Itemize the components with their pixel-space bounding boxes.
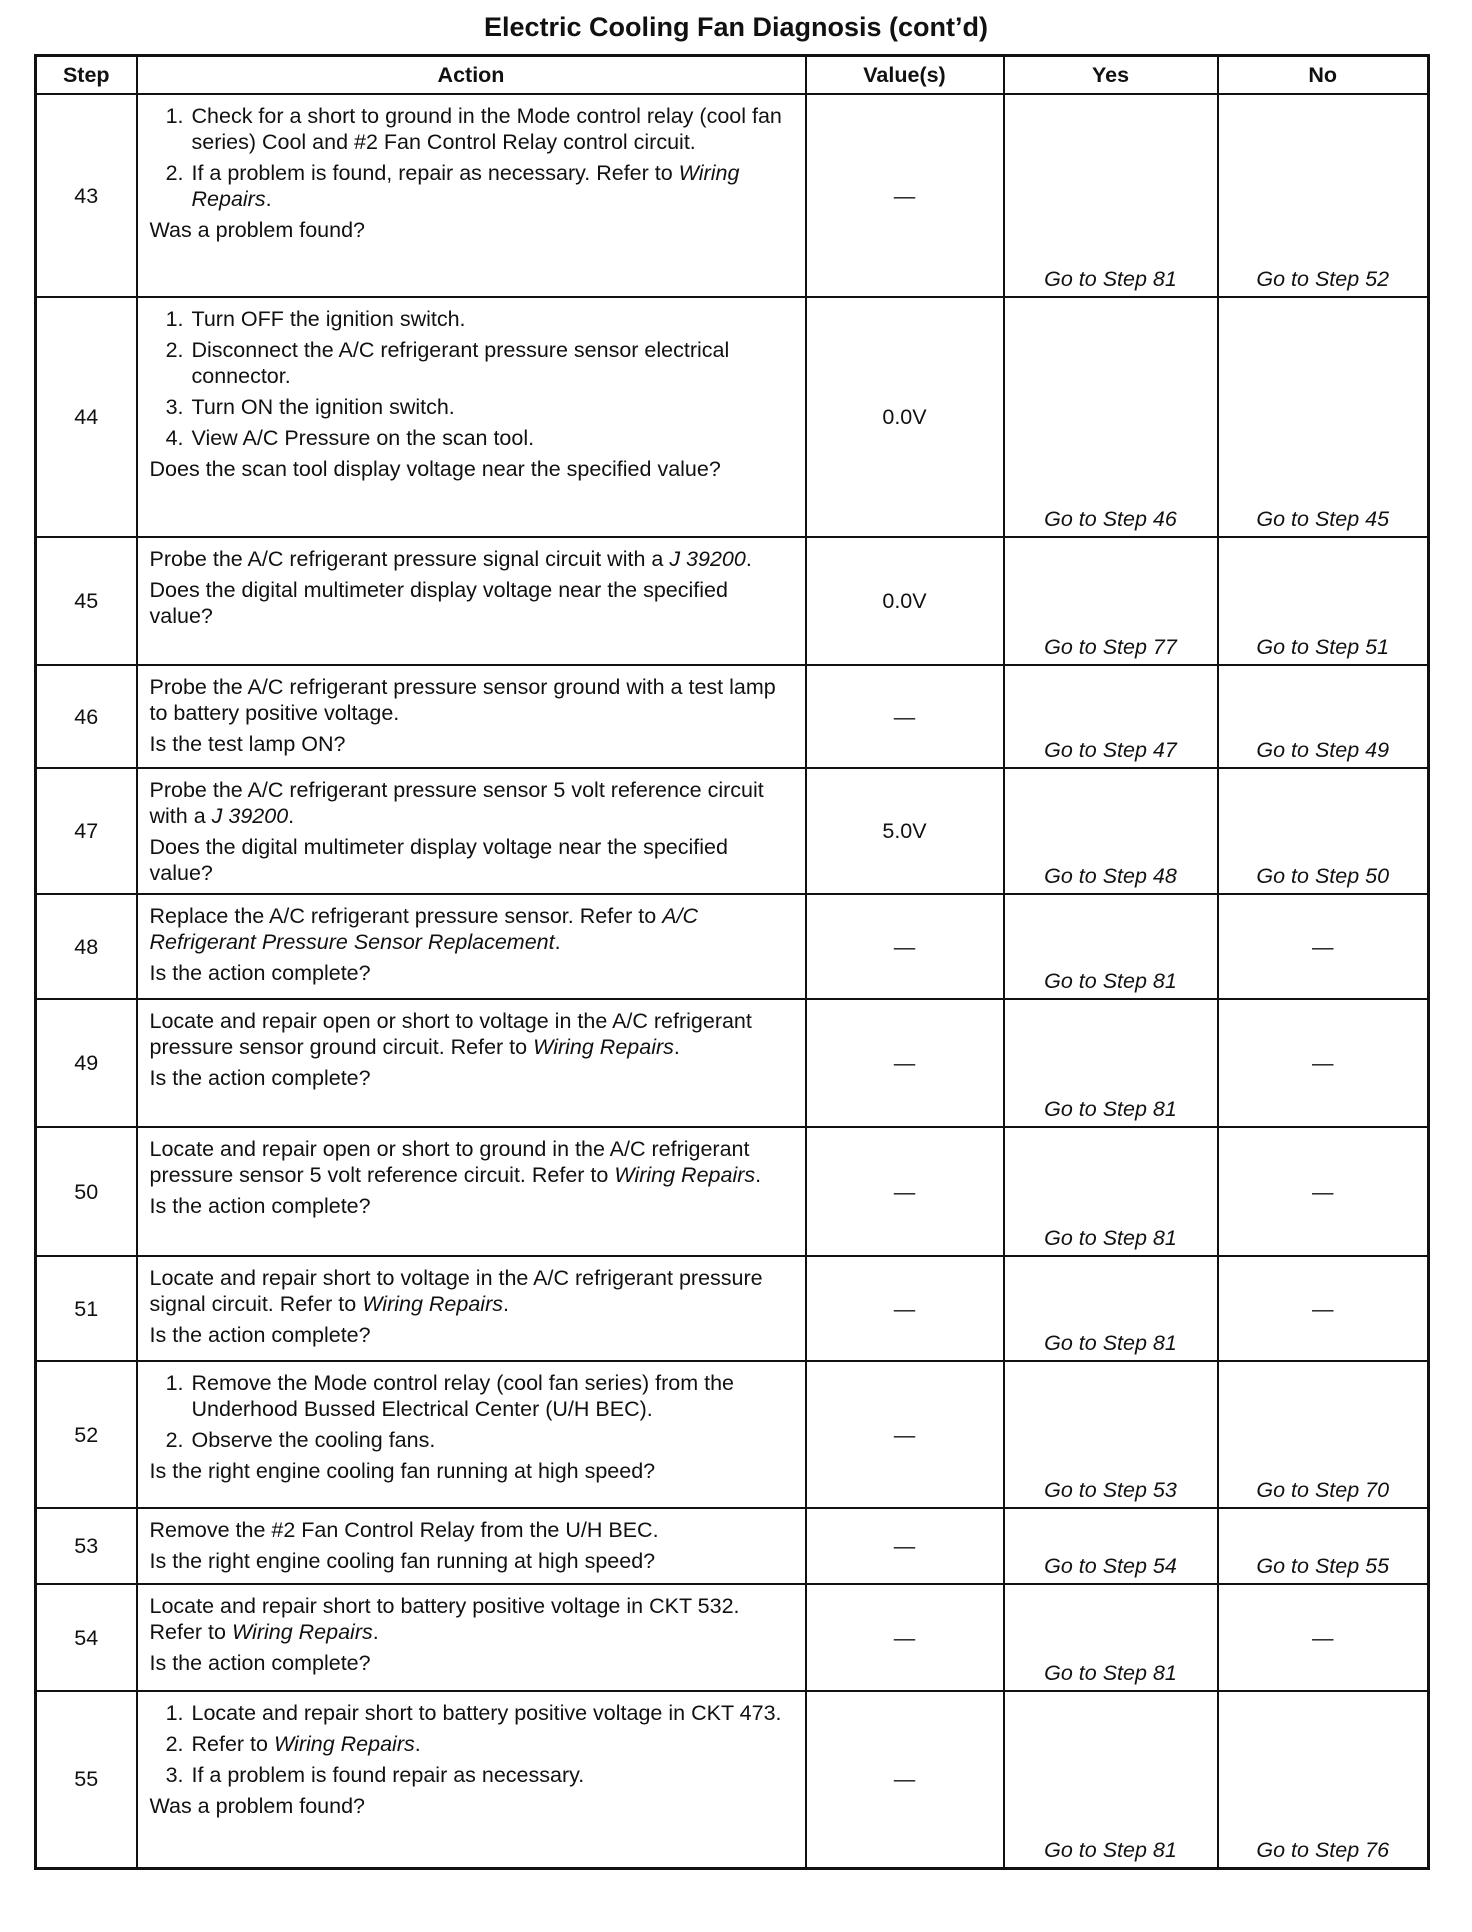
action-cell [137, 537, 806, 665]
header-action: Action [137, 56, 806, 95]
no-result: — [1218, 1127, 1429, 1256]
action-question: Is the action complete? [149, 1651, 371, 1675]
action-steps [150, 1517, 795, 1548]
step-number: 54 [36, 1584, 137, 1691]
action-list-item [150, 1427, 795, 1453]
reference-link-text: A/C Refrigerant Pressure Sensor Replacement [149, 904, 699, 954]
value-cell: 0.0V [806, 297, 1004, 537]
value-cell: — [806, 1508, 1004, 1584]
table-row [36, 1127, 1429, 1256]
action-content [150, 777, 795, 886]
text-segment: . [673, 1035, 680, 1059]
action-cell [137, 665, 806, 768]
action-content [150, 903, 795, 986]
table-row [36, 665, 1429, 768]
table-row [36, 894, 1429, 999]
action-list-item [150, 103, 795, 155]
action-paragraph [150, 1008, 795, 1060]
step-number: 55 [36, 1691, 137, 1868]
action-list-item [150, 1731, 795, 1757]
action-steps [150, 1370, 795, 1458]
no-result: Go to Step 45 [1218, 297, 1429, 537]
action-cell [137, 1127, 806, 1256]
action-question: Is the test lamp ON? [149, 732, 346, 756]
item-text [192, 306, 466, 332]
action-cell [137, 1691, 806, 1868]
text-segment: Locate and repair open or short to ground in the A/C refrigerant pressure sensor 5 volt reference circuit. Refer to [149, 1137, 750, 1187]
action-paragraph [150, 777, 795, 829]
action-question: Is the action complete? [149, 1066, 371, 1090]
action-list-item [150, 1762, 795, 1788]
text-segment: Remove the Mode control relay (cool fan series) from the Underhood Bussed Electrical Center (U/H BEC). [191, 1371, 735, 1421]
value-cell: — [806, 1127, 1004, 1256]
action-steps [150, 1593, 795, 1650]
action-cell [137, 1361, 806, 1508]
action-list-item [150, 1370, 795, 1422]
step-number: 51 [36, 1256, 137, 1361]
action-list-item [150, 394, 795, 420]
yes-result: Go to Step 81 [1004, 999, 1218, 1127]
action-cell [137, 1508, 806, 1584]
table-row [36, 999, 1429, 1127]
table-row [36, 1691, 1429, 1868]
text-segment: Locate and repair short to battery positive voltage in CKT 473. [191, 1701, 782, 1725]
table-row [36, 537, 1429, 665]
text-segment: Disconnect the A/C refrigerant pressure sensor electrical connector. [191, 338, 730, 388]
action-paragraph [150, 1265, 795, 1317]
action-list-item [150, 306, 795, 332]
step-number: 53 [36, 1508, 137, 1584]
step-number: 43 [36, 94, 137, 297]
action-paragraph [150, 546, 795, 572]
yes-result: Go to Step 81 [1004, 1691, 1218, 1868]
no-result: Go to Step 50 [1218, 768, 1429, 894]
item-number: 2. [165, 338, 184, 362]
value-cell: — [806, 894, 1004, 999]
no-result: — [1218, 1256, 1429, 1361]
action-list-item [150, 337, 795, 389]
action-question: Is the right engine cooling fan running at high speed? [149, 1459, 656, 1483]
action-question: Was a problem found? [149, 218, 366, 242]
text-segment: Locate and repair short to battery positive voltage in CKT 532. Refer to [149, 1594, 740, 1644]
no-result: Go to Step 52 [1218, 94, 1429, 297]
action-steps [150, 1265, 795, 1322]
action-paragraph [150, 1593, 795, 1645]
step-number: 47 [36, 768, 137, 894]
action-content [150, 103, 795, 243]
action-content [150, 546, 795, 629]
text-segment: Probe the A/C refrigerant pressure sensor ground with a test lamp to battery positive voltage. [149, 675, 776, 725]
text-segment: . [503, 1292, 509, 1316]
text-segment: Probe the A/C refrigerant pressure signal circuit with a [149, 547, 670, 571]
action-steps [150, 103, 795, 217]
step-number: 48 [36, 894, 137, 999]
item-number: 1. [165, 307, 184, 331]
action-cell [137, 894, 806, 999]
no-result: Go to Step 49 [1218, 665, 1429, 768]
reference-link-text: Wiring Repairs [533, 1035, 674, 1059]
item-number: 1. [165, 1371, 184, 1395]
action-cell [137, 1256, 806, 1361]
yes-result: Go to Step 81 [1004, 1127, 1218, 1256]
text-segment: Locate and repair short to voltage in the A/C refrigerant pressure signal circuit. Refer to [149, 1266, 763, 1316]
action-paragraph [150, 903, 795, 955]
text-segment: Turn OFF the ignition switch. [191, 307, 466, 331]
item-text [192, 1427, 436, 1453]
action-list-item [150, 425, 795, 451]
action-steps [150, 777, 795, 834]
action-question: Does the digital multimeter display voltage near the specified value? [149, 578, 728, 628]
value-cell: 0.0V [806, 537, 1004, 665]
reference-link-text: Wiring Repairs [191, 161, 740, 211]
action-list-item [150, 160, 795, 212]
no-result: — [1218, 999, 1429, 1127]
text-segment: Replace the A/C refrigerant pressure sensor. Refer to [149, 904, 663, 928]
item-text [192, 1370, 795, 1422]
item-number: 2. [165, 1732, 184, 1756]
yes-result: Go to Step 81 [1004, 94, 1218, 297]
yes-result: Go to Step 46 [1004, 297, 1218, 537]
action-content [150, 1008, 795, 1091]
header-no: No [1218, 56, 1429, 95]
value-cell: — [806, 1361, 1004, 1508]
action-cell [137, 297, 806, 537]
text-segment: . [554, 930, 561, 954]
action-steps [150, 1008, 795, 1065]
action-steps [150, 306, 795, 456]
text-segment: . [288, 804, 295, 828]
value-cell: — [806, 1256, 1004, 1361]
step-number: 46 [36, 665, 137, 768]
table-row [36, 297, 1429, 537]
action-content [150, 1370, 795, 1484]
reference-link-text: Wiring Repairs [273, 1732, 415, 1756]
item-text [192, 103, 795, 155]
action-cell [137, 999, 806, 1127]
action-steps [150, 903, 795, 960]
action-content [150, 1517, 795, 1574]
value-cell: — [806, 665, 1004, 768]
item-text [192, 394, 455, 420]
item-text [192, 337, 795, 389]
action-steps [150, 1136, 795, 1193]
action-steps [150, 674, 795, 731]
item-text [192, 1731, 421, 1757]
action-question: Is the right engine cooling fan running at high speed? [149, 1549, 656, 1573]
step-number: 45 [36, 537, 137, 665]
table-row [36, 1584, 1429, 1691]
text-segment: . [755, 1163, 762, 1187]
text-segment: If a problem is found, repair as necessary. Refer to [191, 161, 679, 185]
item-number: 1. [165, 1701, 184, 1725]
text-segment: Check for a short to ground in the Mode control relay (cool fan series) Cool and #2 Fan Control Relay control circuit. [191, 104, 782, 154]
reference-link-text: J 39200 [669, 547, 746, 571]
text-segment: Refer to [191, 1732, 274, 1756]
header-step: Step [36, 56, 137, 95]
item-number: 3. [165, 1763, 184, 1787]
yes-result: Go to Step 77 [1004, 537, 1218, 665]
reference-link-text: Wiring Repairs [362, 1292, 503, 1316]
action-content [150, 1700, 795, 1819]
text-segment: . [372, 1620, 379, 1644]
action-question: Does the scan tool display voltage near the specified value? [149, 457, 721, 481]
reference-link-text: J 39200 [211, 804, 289, 828]
yes-result: Go to Step 54 [1004, 1508, 1218, 1584]
action-content [150, 1136, 795, 1219]
text-segment: Locate and repair open or short to voltage in the A/C refrigerant pressure sensor ground circuit. Refer to [149, 1009, 752, 1059]
action-list-item [150, 1700, 795, 1726]
table-row [36, 1508, 1429, 1584]
text-segment: . [265, 187, 272, 211]
item-text [192, 160, 795, 212]
yes-result: Go to Step 48 [1004, 768, 1218, 894]
yes-result: Go to Step 81 [1004, 1256, 1218, 1361]
item-number: 1. [165, 104, 184, 128]
table-row [36, 94, 1429, 297]
text-segment: If a problem is found repair as necessary. [191, 1763, 585, 1787]
value-cell: — [806, 1584, 1004, 1691]
value-cell: — [806, 1691, 1004, 1868]
item-number: 2. [165, 161, 184, 185]
action-paragraph [150, 1136, 795, 1188]
action-cell [137, 1584, 806, 1691]
text-segment: . [745, 547, 752, 571]
action-content [150, 1593, 795, 1676]
table-row [36, 1256, 1429, 1361]
yes-result: Go to Step 47 [1004, 665, 1218, 768]
page-title: Electric Cooling Fan Diagnosis (cont’d) [483, 12, 989, 42]
value-cell: — [806, 94, 1004, 297]
no-result: Go to Step 51 [1218, 537, 1429, 665]
step-number: 49 [36, 999, 137, 1127]
diagnosis-table [34, 54, 1430, 1870]
yes-result: Go to Step 53 [1004, 1361, 1218, 1508]
item-text [192, 1700, 782, 1726]
action-steps [150, 546, 795, 577]
action-content [150, 674, 795, 757]
yes-result: Go to Step 81 [1004, 1584, 1218, 1691]
no-result: Go to Step 76 [1218, 1691, 1429, 1868]
action-question: Is the action complete? [149, 961, 371, 985]
action-steps [150, 1700, 795, 1793]
reference-link-text: Wiring Repairs [614, 1163, 756, 1187]
text-segment: Turn ON the ignition switch. [191, 395, 455, 419]
step-number: 52 [36, 1361, 137, 1508]
no-result: Go to Step 55 [1218, 1508, 1429, 1584]
step-number: 44 [36, 297, 137, 537]
no-result: — [1218, 1584, 1429, 1691]
no-result: Go to Step 70 [1218, 1361, 1429, 1508]
text-segment: View A/C Pressure on the scan tool. [191, 426, 535, 450]
table-row [36, 1361, 1429, 1508]
value-cell: 5.0V [806, 768, 1004, 894]
item-number: 2. [165, 1428, 184, 1452]
yes-result: Go to Step 81 [1004, 894, 1218, 999]
action-question: Does the digital multimeter display voltage near the specified value? [149, 835, 728, 885]
action-paragraph [150, 674, 795, 726]
item-number: 4. [165, 426, 184, 450]
action-question: Was a problem found? [149, 1794, 366, 1818]
text-segment: Probe the A/C refrigerant pressure sensor 5 volt reference circuit with a [149, 778, 764, 828]
header-yes: Yes [1004, 56, 1218, 95]
table-header-row [36, 56, 1429, 95]
item-text [192, 425, 535, 451]
action-content [150, 306, 795, 482]
action-question: Is the action complete? [149, 1323, 371, 1347]
action-content [150, 1265, 795, 1348]
text-segment: Remove the #2 Fan Control Relay from the U/H BEC. [149, 1518, 659, 1542]
step-number: 50 [36, 1127, 137, 1256]
text-segment: Observe the cooling fans. [191, 1428, 436, 1452]
no-result: — [1218, 894, 1429, 999]
action-paragraph [150, 1517, 795, 1543]
table-row [36, 768, 1429, 894]
text-segment: . [414, 1732, 421, 1756]
item-text [192, 1762, 585, 1788]
item-number: 3. [165, 395, 184, 419]
value-cell: — [806, 999, 1004, 1127]
header-values: Value(s) [806, 56, 1004, 95]
action-cell [137, 94, 806, 297]
action-question: Is the action complete? [149, 1194, 371, 1218]
action-cell [137, 768, 806, 894]
reference-link-text: Wiring Repairs [231, 1620, 373, 1644]
